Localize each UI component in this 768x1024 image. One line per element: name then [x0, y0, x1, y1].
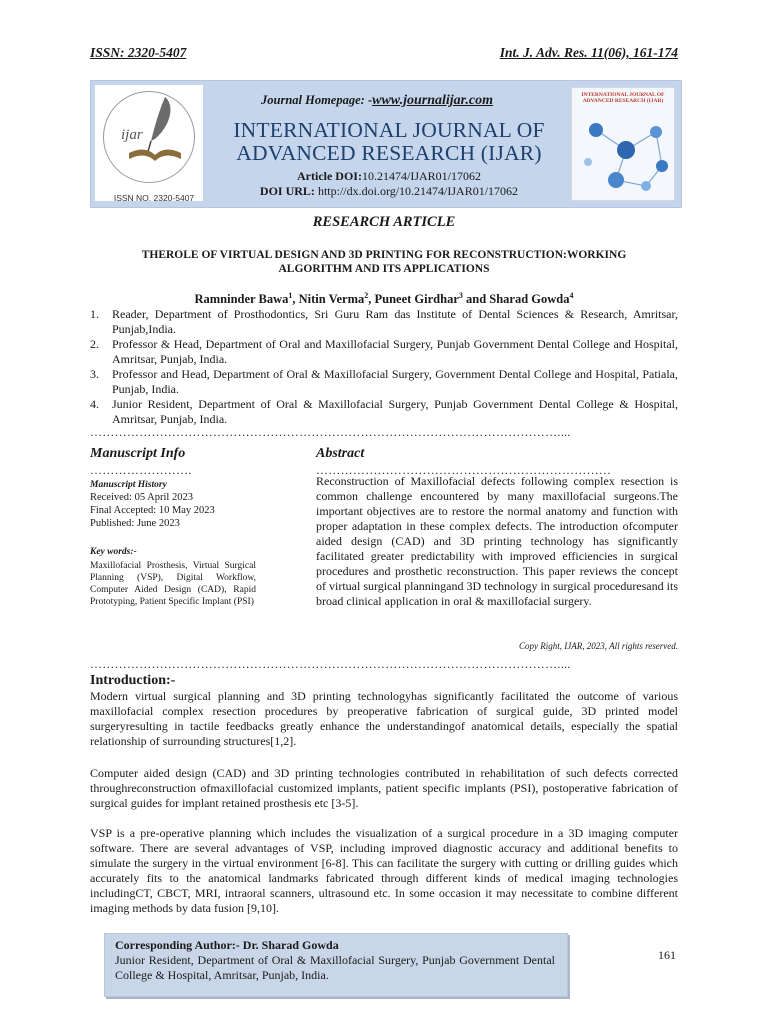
affiliation-item [90, 307, 678, 337]
copyright-notice: Copy Right, IJAR, 2023, All rights reserved. [519, 641, 678, 651]
author-name: Ramninder Bawa [194, 292, 289, 307]
separator-dots: ……………………………………………………………… [316, 463, 612, 477]
homepage-label: Journal Homepage: - [261, 93, 373, 107]
affiliation-number: 4. [90, 397, 99, 411]
author-separator: , [292, 292, 299, 307]
cover-title: INTERNATIONAL JOURNAL OF ADVANCED RESEARCH (IJAR) [581, 92, 665, 104]
affiliation-item [90, 337, 678, 367]
manuscript-info-heading: Manuscript Info [90, 446, 186, 461]
affiliation-text: Professor and Head, Department of Oral & Maxillofacial Surgery, Government Dental College and Hospital, Patiala, Punjab, India. [112, 367, 678, 396]
affiliation-item [90, 367, 678, 397]
journal-cover-image [571, 87, 675, 201]
author-separator: , [368, 292, 375, 307]
affiliation-number: 1. [90, 307, 99, 321]
accepted-date: Final Accepted: 10 May 2023 [90, 505, 215, 516]
citation-label: Int. J. Adv. Res. 11(06), 161-174 [499, 45, 678, 60]
author-name: Sharad Gowda [489, 292, 570, 307]
author-affiliation-mark: 2 [364, 291, 369, 300]
author-name: Nitin Verma [298, 292, 365, 307]
affiliation-number: 3. [90, 367, 99, 381]
keywords-heading: Key words:- [90, 547, 137, 557]
affiliation-list [90, 307, 678, 427]
journal-title [219, 119, 559, 165]
affiliation-number: 2. [90, 337, 99, 351]
doi-url [219, 184, 559, 199]
affiliation-text: Junior Resident, Department of Oral & Maxillofacial Surgery, Punjab Government Dental College & Hospital, Amritsar, Punjab, India. [112, 397, 678, 426]
affiliation-text: Reader, Department of Prosthodontics, Sri Guru Ram das Institute of Dental Sciences & Research, Amritsar, Punjab,India. [112, 307, 678, 336]
abstract-text: Reconstruction of Maxillofacial defects following complex resection is common challenge encountered by many maxillofacial surgeons.The important objectives are to restore the normal anatomy and function with proper adaptation in these complex defects. The introduction ofcomputer aided design (CAD) and 3D printing technology has significantly facilitated greater predictability with improved efficiencies in surgical procedures and prosthetic reconstruction. This paper reviews the concept of virtual surgical planningand 3D technology in surgical proceduresand its broad clinical application in oral & maxillofacial surgery. [316, 474, 678, 608]
separator-dots: ……………………. [90, 463, 192, 477]
journal-title-line2: ADVANCED RESEARCH (IJAR) [236, 141, 542, 165]
issn-label: ISSN: 2320-5407 [90, 45, 187, 60]
introduction-heading: Introduction:- [90, 673, 176, 688]
affiliation-item [90, 397, 678, 427]
molecule-graphic-icon [576, 110, 670, 196]
corresponding-author-text: Junior Resident, Department of Oral & Maxillofacial Surgery, Punjab Government Dental College & Hospital, Amritsar, Punjab, India. [115, 953, 555, 982]
article-doi-value: 10.21474/IJAR01/17062 [361, 169, 481, 183]
author-affiliation-mark: 1 [288, 291, 293, 300]
running-header [90, 45, 678, 67]
author-affiliation-mark: 3 [458, 291, 463, 300]
homepage-link[interactable]: www.journalijar.com [372, 93, 493, 108]
article-doi-label: Article DOI: [297, 169, 362, 183]
intro-paragraph: Computer aided design (CAD) and 3D printing technologies contributed in rehabilitation of such defects corrected throughreconstruction ofmaxillofacial customized implants, patient specific implants (PSI), postoperative fabrication of surgical guides for implant retained prosthesis etc [3-5]. [90, 766, 678, 810]
author-separator: and [462, 292, 490, 307]
journal-homepage [261, 93, 493, 109]
doi-url-label: DOI URL: [259, 184, 315, 198]
author-name: Puneet Girdhar [374, 292, 459, 307]
published-date: Published: June 2023 [90, 518, 180, 529]
abstract-heading: Abstract [316, 446, 365, 461]
manuscript-history-heading: Manuscript History [90, 480, 167, 490]
journal-banner [90, 80, 682, 208]
logo-text: ijar [121, 127, 143, 143]
corresponding-author-heading: Corresponding Author:- Dr. Sharad Gowda [115, 938, 339, 952]
article-type: RESEARCH ARTICLE [312, 214, 456, 230]
author-affiliation-mark: 4 [569, 291, 574, 300]
separator-dots: …………………………………………………………………………………………………….... [90, 657, 571, 671]
doi-url-link[interactable]: http://dx.doi.org/10.21474/IJAR01/17062 [317, 184, 519, 198]
journal-title-line1: INTERNATIONAL JOURNAL OF [233, 118, 545, 142]
affiliation-text: Professor & Head, Department of Oral and Maxillofacial Surgery, Punjab Government Dental College and Hospital, Amritsar, Punjab, India. [112, 337, 678, 366]
intro-paragraph: Modern virtual surgical planning and 3D printing technologyhas significantly facilitated the outcome of various maxillofacial complex resection procedures by preoperative fabrication of surgical guide, 3D printed model surgeryresulting in tactile feedbacks greatly enhance the understandingof anatomical details, especially the spatial relationship of surrounding structures[1,2]. [90, 689, 678, 748]
separator-dots: …………………………………………………………………………………………………….... [90, 425, 571, 439]
article-doi [219, 169, 559, 184]
page-number: 161 [658, 948, 676, 962]
logo-issn: ISSN NO. 2320-5407 [113, 193, 195, 203]
author-list [90, 291, 678, 307]
keywords: Maxillofacial Prosthesis, Virtual Surgical Planning (VSP), Digital Workflow, Computer Aided Design (CAD), Rapid Prototyping, Patient Specific Implant (PSI) [90, 561, 256, 607]
intro-paragraph: VSP is a pre-operative planning which includes the visualization of a surgical procedure in a 3D imaging computer software. There are several advantages of VSP, including improved diagnostic accuracy and additional benefits to simulate the surgery in the virtual environment [6-8]. This can facilitate the surgery with cutting or drilling guides which accurately fits to the anatomical landmarks fabricated through different kinds of medical imaging technologies includingCT, CBCT, MRI, intraoral scanners, ultrasound etc. In some occasion it may necessitate to combine different imaging methods by data fusion [9,10]. [90, 826, 678, 915]
journal-logo [95, 85, 203, 201]
corresponding-author-box [104, 933, 568, 997]
received-date: Received: 05 April 2023 [90, 492, 193, 503]
paper-title: THEROLE OF VIRTUAL DESIGN AND 3D PRINTING FOR RECONSTRUCTION:WORKING ALGORITHM AND ITS APPLICATIONS [141, 249, 627, 275]
